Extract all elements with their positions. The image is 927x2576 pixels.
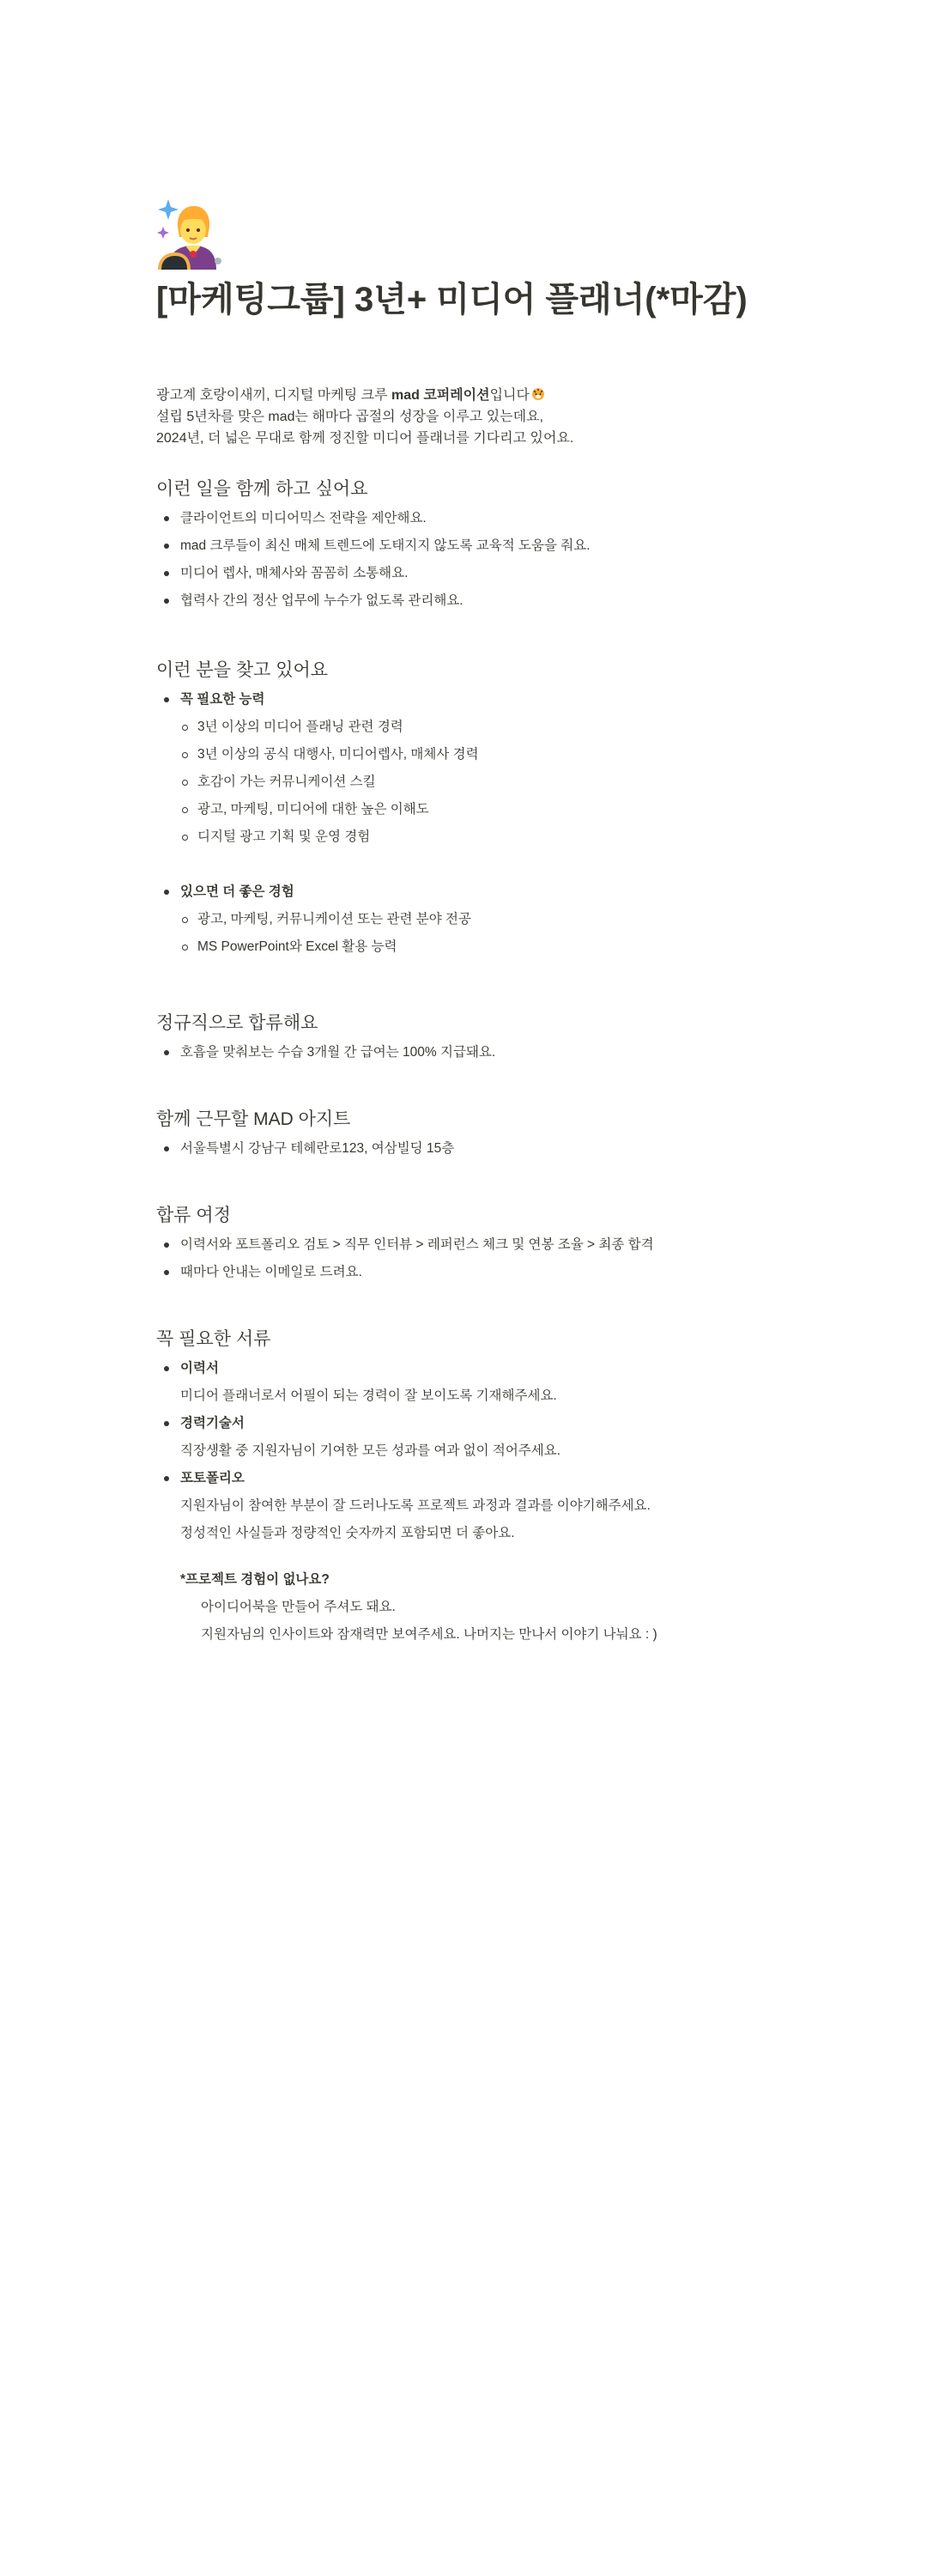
list-item: 이력서 <box>156 1355 757 1382</box>
section-heading: 정규직으로 합류해요 <box>156 1013 318 1033</box>
section-heading: 이런 분을 찾고 있어요 <box>156 660 329 680</box>
section-heading: 이런 일을 함께 하고 싶어요 <box>156 479 368 499</box>
item-description: 아이디어북을 만들어 주셔도 돼요. <box>201 1600 396 1614</box>
list-item: 호흡을 맞춰보는 수습 3개월 간 급여는 100% 지급돼요. <box>156 1039 757 1066</box>
section-fulltime <box>156 1012 757 1066</box>
list-item: 때마다 안내는 이메일로 드려요. <box>156 1259 757 1286</box>
list-item: 있으면 더 좋은 경험 <box>156 878 757 906</box>
list-item: 미디어 렙사, 매체사와 꼼꼼히 소통해요. <box>156 560 757 587</box>
item-description: 지원자님이 참여한 부분이 잘 드러나도록 프로젝트 과정과 결과를 이야기해주세요. <box>180 1498 651 1513</box>
item-description: 미디어 플래너로서 어필이 되는 경력이 잘 보이도록 기재해주세요. <box>180 1388 557 1403</box>
company-name: mad 코퍼레이션 <box>391 388 490 403</box>
section-work <box>156 477 757 615</box>
item-description: 직장생활 중 지원자님이 기여한 모든 성과를 여과 없이 적어주세요. <box>180 1443 561 1458</box>
list-item: 디지털 광고 기획 및 운영 경험 <box>156 823 757 851</box>
item-description: 지원자님의 인사이트와 잠재력만 보여주세요. 나머지는 만나서 이야기 나눠요 : ) <box>201 1627 657 1642</box>
list-item: 서울특별시 강남구 테헤란로123, 여삼빌딩 15층 <box>156 1135 757 1163</box>
list-item: 클라이언트의 미디어믹스 전략을 제안해요. <box>156 505 757 532</box>
section-looking <box>156 659 757 961</box>
item-description: 정성적인 사실들과 정량적인 숫자까지 포함되면 더 좋아요. <box>180 1526 515 1540</box>
list-item: 협력사 간의 정산 업무에 누수가 없도록 관리해요. <box>156 587 757 615</box>
list-item: 3년 이상의 공식 대행사, 미디어렙사, 매체사 경력 <box>156 741 757 769</box>
section-heading: 합류 여정 <box>156 1206 231 1225</box>
list-item: 호감이 가는 커뮤니케이션 스킬 <box>156 769 757 796</box>
section-process <box>156 1204 757 1286</box>
list-item: 꼭 필요한 능력 <box>156 686 757 714</box>
list-item: 포토폴리오 <box>156 1465 757 1492</box>
no-project-label: *프로젝트 경험이 없나요? <box>180 1572 330 1587</box>
section-heading: 꼭 필요한 서류 <box>156 1329 271 1349</box>
list-item: 경력기술서 <box>156 1410 757 1437</box>
intro-line-2: 설립 5년차를 맞은 mad는 해마다 곱절의 성장을 이루고 있는데요, <box>156 410 543 424</box>
tiger-emoji-icon <box>531 387 545 401</box>
section-heading: 함께 근무할 MAD 아지트 <box>156 1109 351 1129</box>
intro-line-1: 광고계 호랑이새끼, 디지털 마케팅 크루 mad 코퍼레이션입니다 <box>156 385 757 406</box>
list-item: 3년 이상의 미디어 플래닝 관련 경력 <box>156 714 757 741</box>
page-title: [마케팅그룹] 3년+ 미디어 플래너(*마감) <box>156 281 748 319</box>
section-docs <box>156 1327 757 1649</box>
section-office <box>156 1108 757 1163</box>
list-item: 광고, 마케팅, 미디어에 대한 높은 이해도 <box>156 796 757 823</box>
mage-emoji-icon <box>156 199 227 270</box>
intro-line-3: 2024년, 더 넓은 무대로 함께 정진할 미디어 플래너를 기다리고 있어요. <box>156 431 574 446</box>
intro <box>156 385 757 449</box>
list-item: mad 크루들이 최신 매체 트렌드에 도태지지 않도록 교육적 도움을 줘요. <box>156 532 757 560</box>
list-item: MS PowerPoint와 Excel 활용 능력 <box>156 933 757 961</box>
list-item: 이력서와 포트폴리오 검토 > 직무 인터뷰 > 레퍼런스 체크 및 연봉 조율 > 최종 합격 <box>156 1231 757 1259</box>
list-item: 광고, 마케팅, 커뮤니케이션 또는 관련 분야 전공 <box>156 906 757 933</box>
